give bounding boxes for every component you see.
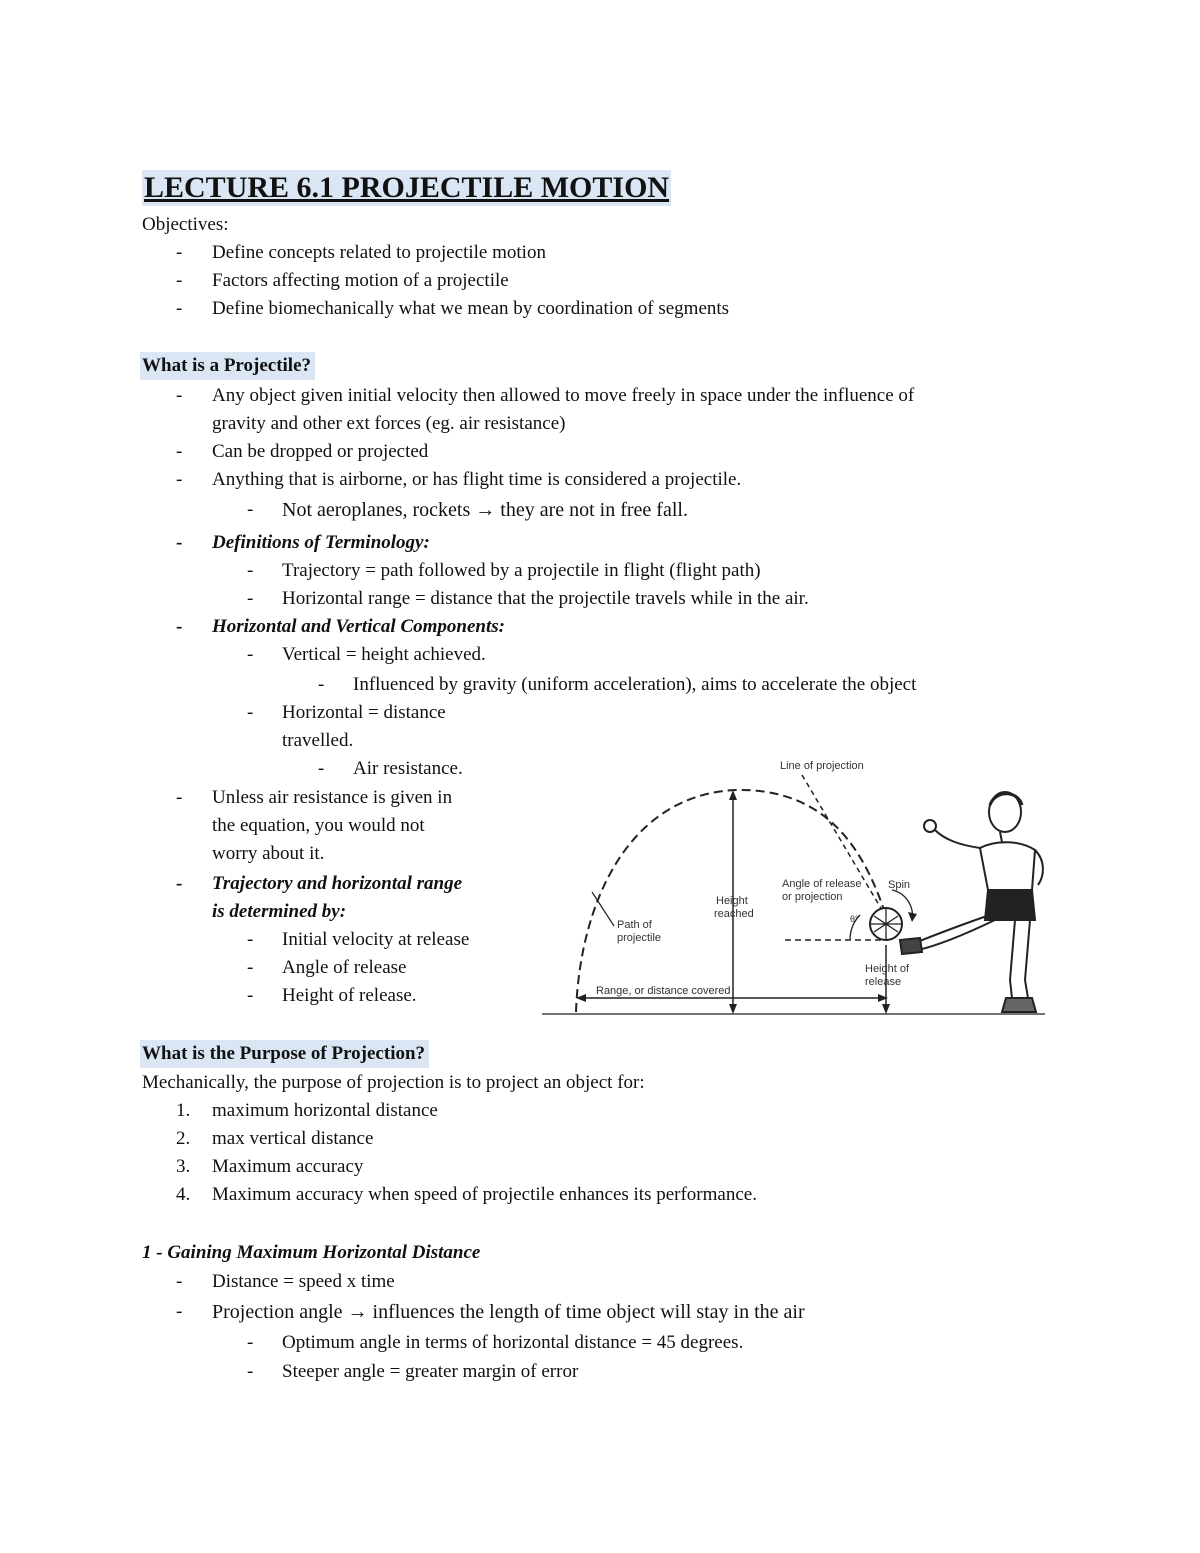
definition-item: Horizontal range = distance that the projectile travels while in the air.	[282, 588, 809, 609]
list-number: 2.	[176, 1128, 191, 1149]
air-resistance-note-line2: the equation, you would not	[212, 815, 425, 836]
list-number: 1.	[176, 1100, 191, 1121]
label-path-of-projectile: Path of	[617, 919, 652, 931]
air-resistance-note-line1: Unless air resistance is given in	[212, 787, 453, 808]
section-heading-gaining: 1 - Gaining Maximum Horizontal Distance	[142, 1242, 481, 1263]
section-heading-projectile: What is a Projectile?	[140, 352, 315, 380]
bullet-dash: -	[176, 1271, 183, 1292]
bullet-dash: -	[176, 873, 183, 894]
purpose-item: maximum horizontal distance	[212, 1100, 438, 1121]
definitions-heading: Definitions of Terminology:	[212, 532, 430, 553]
label-height-reached: reached	[714, 908, 754, 920]
horizontal-component-line1: Horizontal = distance	[282, 702, 446, 723]
lecture-title: LECTURE 6.1 PROJECTILE MOTION	[144, 171, 670, 204]
objectives-label: Objectives:	[142, 214, 229, 235]
gaining-sub-bullet: Steeper angle = greater margin of error	[282, 1361, 579, 1382]
bullet-dash: -	[247, 588, 254, 609]
definition-item: Trajectory = path followed by a projectile in flight (flight path)	[282, 560, 761, 581]
purpose-item: Maximum accuracy when speed of projectile enhances its performance.	[212, 1184, 757, 1205]
purpose-intro: Mechanically, the purpose of projection is to project an object for:	[142, 1072, 645, 1093]
determined-by-heading-line2: is determined by:	[212, 901, 347, 922]
projectile-sub-bullet: Not aeroplanes, rockets → they are not in free fall.	[282, 499, 688, 521]
label-spin: Spin	[888, 879, 911, 891]
bullet-dash: -	[318, 674, 325, 695]
bullet-dash: -	[176, 469, 183, 490]
bullet-dash: -	[176, 441, 183, 462]
bullet-dash: -	[247, 702, 254, 723]
bullet-dash: -	[318, 758, 325, 779]
arrow-head-icon	[729, 1004, 737, 1014]
arrow-head-icon	[908, 912, 917, 922]
arrow-head-icon	[729, 790, 737, 800]
label-angle-of-release: or projection	[782, 891, 843, 903]
air-resistance-note-line3: worry about it.	[212, 843, 325, 864]
bullet-dash: -	[247, 929, 254, 950]
label-height-reached: Height	[716, 895, 748, 907]
list-number: 3.	[176, 1156, 191, 1177]
projectile-bullet: Can be dropped or projected	[212, 441, 429, 462]
bullet-dash: -	[247, 560, 254, 581]
bullet-dash: -	[247, 957, 254, 978]
factor-item: Height of release.	[282, 985, 417, 1006]
projectile-bullet: Anything that is airborne, or has flight time is considered a projectile.	[212, 469, 742, 490]
bullet-dash: -	[176, 616, 183, 637]
bullet-dash: -	[176, 787, 183, 808]
arrow-head-icon	[882, 1004, 890, 1014]
vertical-sub: Influenced by gravity (uniform acceleration), aims to accelerate the object	[353, 674, 917, 695]
bullet-dash: -	[247, 644, 254, 665]
list-number: 4.	[176, 1184, 191, 1205]
bullet-dash: -	[247, 499, 254, 520]
bullet-dash: -	[247, 985, 254, 1006]
horizontal-component-line2: travelled.	[282, 730, 354, 751]
bullet-dash: -	[176, 242, 183, 263]
bullet-dash: -	[176, 532, 183, 553]
bullet-dash: -	[176, 385, 183, 406]
objective-item: Factors affecting motion of a projectile	[212, 270, 509, 291]
objective-item: Define biomechanically what we mean by coordination of segments	[212, 298, 730, 319]
bullet-dash: -	[247, 1361, 254, 1382]
kicker-figure-icon	[900, 792, 1043, 1012]
objective-item: Define concepts related to projectile motion	[212, 242, 546, 263]
bullet-dash: -	[176, 298, 183, 319]
gaining-bullet: Distance = speed x time	[212, 1271, 395, 1292]
vertical-component: Vertical = height achieved.	[282, 644, 486, 665]
projectile-diagram	[540, 750, 1050, 1020]
label-path-of-projectile: projectile	[617, 932, 662, 944]
section-heading-purpose: What is the Purpose of Projection?	[140, 1040, 429, 1068]
horizontal-sub: Air resistance.	[353, 758, 463, 779]
gaining-bullet: Projection angle → influences the length of time object will stay in the air	[212, 1301, 805, 1323]
label-height-of-release: release	[865, 976, 902, 988]
gaining-sub-bullet: Optimum angle in terms of horizontal distance = 45 degrees.	[282, 1332, 744, 1353]
bullet-dash: -	[176, 270, 183, 291]
label-line-of-projection: Line of projection	[780, 760, 864, 772]
purpose-item: max vertical distance	[212, 1128, 374, 1149]
factor-item: Angle of release	[282, 957, 407, 978]
projectile-definition-line2: gravity and other ext forces (eg. air resistance)	[212, 413, 566, 434]
label-range: Range, or distance covered	[596, 985, 731, 997]
label-angle-of-release: Angle of release	[782, 878, 862, 890]
factor-item: Initial velocity at release	[282, 929, 470, 950]
purpose-item: Maximum accuracy	[212, 1156, 364, 1177]
determined-by-heading-line1: Trajectory and horizontal range	[212, 873, 463, 894]
label-height-of-release: Height of	[865, 963, 910, 975]
projectile-definition-line1: Any object given initial velocity then allowed to move freely in space under the influence of	[212, 385, 915, 406]
label-theta: θ°	[850, 914, 859, 924]
bullet-dash: -	[247, 1332, 254, 1353]
components-heading: Horizontal and Vertical Components:	[212, 616, 505, 637]
bullet-dash: -	[176, 1301, 183, 1322]
